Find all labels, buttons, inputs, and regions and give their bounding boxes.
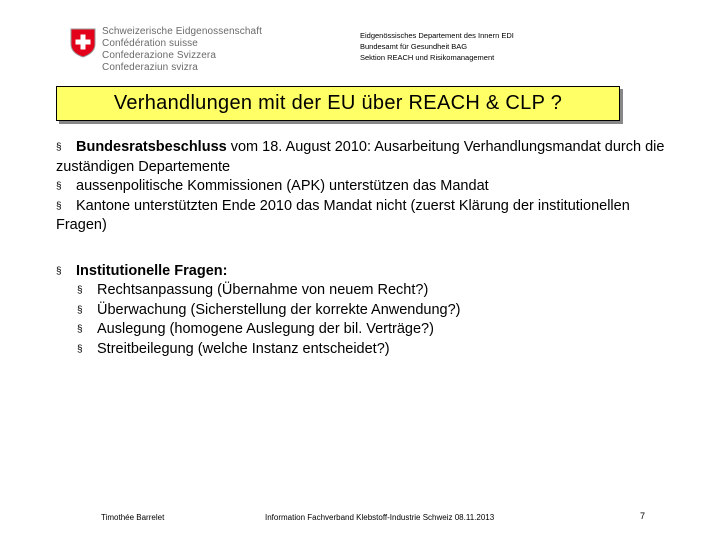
confederation-name-it: Confederazione Svizzera xyxy=(102,50,217,61)
bullet-item-2 xyxy=(56,177,676,197)
page-number: 7 xyxy=(640,511,646,521)
confederation-name-de: Schweizerische Eidgenossenschaft xyxy=(102,26,262,37)
sub-bullet-text: Überwachung (Sicherstellung der korrekte Anwendung?) xyxy=(97,301,461,318)
bullet-symbol: § xyxy=(56,200,62,212)
sub-bullet-text: Streitbeilegung (welche Instanz entscheidet?) xyxy=(97,340,390,357)
bullet-symbol: § xyxy=(77,324,83,335)
bullet-symbol: § xyxy=(77,304,83,316)
section-line: Sektion REACH und Risikomanagement xyxy=(360,53,495,62)
sub-bullet-item xyxy=(56,320,676,340)
confederation-names xyxy=(102,26,262,74)
sub-bullet-text: Auslegung (homogene Auslegung der bil. Verträge?) xyxy=(97,321,434,337)
slide-title: Verhandlungen mit der EU über REACH & CLP ? xyxy=(113,92,563,114)
title-box xyxy=(56,86,620,121)
footer-author: Timothée Barrelet xyxy=(101,513,165,522)
confederation-name-fr: Confédération suisse xyxy=(102,38,198,49)
bullet-item-3 xyxy=(56,197,676,236)
bullet-text: Kantone unterstützten Ende 2010 das Mandat nicht (zuerst Klärung der institutionellen Fragen) xyxy=(56,197,630,233)
bullet-symbol: § xyxy=(56,181,62,192)
bullet-text: aussenpolitische Kommissionen (APK) unterstützen das Mandat xyxy=(76,178,489,194)
department-line: Eidgenössisches Departement des Innern EDI xyxy=(360,31,514,40)
sub-bullet-item xyxy=(56,301,676,321)
bullet-symbol: § xyxy=(77,285,83,296)
sub-bullet-item xyxy=(56,281,676,301)
confederation-name-rm: Confederaziun svizra xyxy=(102,62,198,73)
bullet-item-1 xyxy=(56,138,676,177)
swiss-confederation-logo xyxy=(66,24,262,74)
bullet-bold-text: Bundesratsbeschluss xyxy=(76,139,227,155)
bullet-symbol: § xyxy=(56,265,62,277)
swiss-cross-icon xyxy=(70,28,96,58)
institutional-heading-item xyxy=(56,262,676,282)
institutional-heading: Institutionelle Fragen: xyxy=(76,262,228,279)
sub-bullet-text: Rechtsanpassung (Übernahme von neuem Recht?) xyxy=(97,282,429,298)
slide-content xyxy=(56,138,676,359)
bullet-symbol: § xyxy=(56,142,62,153)
bullet-text: vom 18. August 2010: Ausarbeitung Verhandlungsmandat durch die zuständigen Departemente xyxy=(56,139,665,175)
sub-bullet-item xyxy=(56,340,676,360)
footer-event: Information Fachverband Klebstoff-Industrie Schweiz 08.11.2013 xyxy=(265,513,495,522)
department-info xyxy=(360,30,514,63)
bullet-symbol: § xyxy=(77,343,83,355)
office-line: Bundesamt für Gesundheit BAG xyxy=(360,42,468,51)
